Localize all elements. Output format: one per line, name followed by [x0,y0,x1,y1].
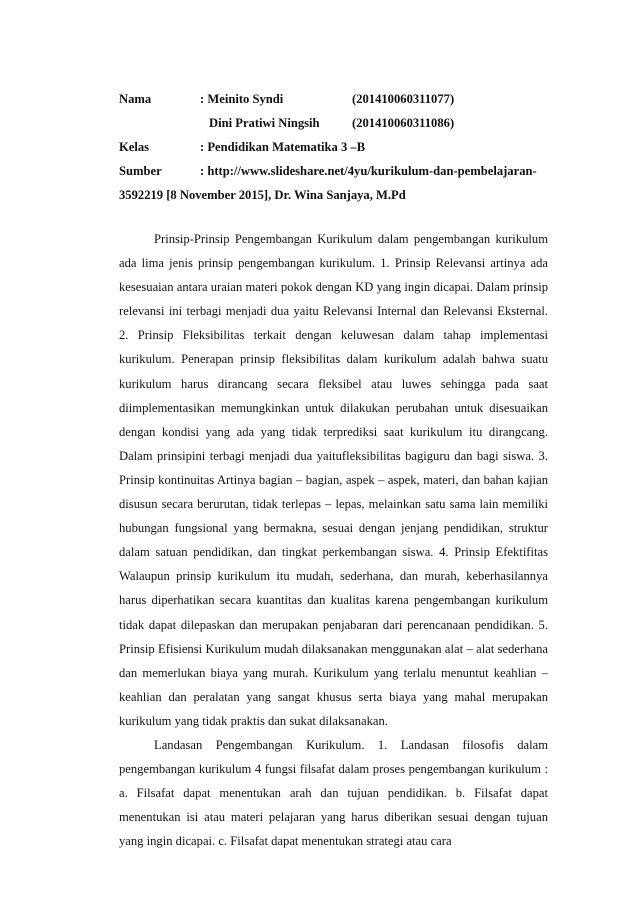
paragraph-landasan: Landasan Pengembangan Kurikulum. 1. Landasan filosofis dalam pengembangan kurikulum 4 fungsi filsafat dalam proses pengembangan kurikulum : a. Filsafat dapat menentukan arah dan tujuan pendidikan. b. Filsafat dapat menentukan isi atau materi pelajaran yang harus diberikan sesuai dengan tujuan yang ingin dicapai. c. Filsafat dapat menentukan strategi atau cara [119,737,548,849]
nama-label: Nama [119,92,152,106]
nama-nim: (201410060311077) [352,92,455,106]
body-text [119,227,548,853]
sumber-value: : http://www.slideshare.net/4yu/kurikulum-dan-pembelajaran- [200,164,537,178]
nama-value: : Meinito Syndi [200,92,284,106]
nama2-value: Dini Pratiwi Ningsih [209,116,320,130]
sumber-label: Sumber [119,164,162,178]
paragraph-prinsip: Prinsip-Prinsip Pengembangan Kurikulum dalam pengembangan kurikulum ada lima jenis prinsip pengembangan kurikulum. 1. Prinsip Relevansi artinya ada kesesuaian antara uraian materi pokok dengan KD yang ingin dicapai. Dalam prinsip relevansi ini terbagi menjadi dua yaitu Relevansi Internal dan Relevansi Eksternal. 2. Prinsip Fleksibilitas terkait dengan keluwesan dalam tahap implementasi kurikulum. Penerapan prinsip fleksibilitas dalam kurikulum adalah bahwa suatu kurikulum harus dirancang secara fleksibel atau luwes sehingga pada saat diimplementasikan memungkinkan untuk dilakukan perubahan untuk disesuaikan dengan kondisi yang ada yang tidak terprediksi saat kurikulum itu dirangcang. Dalam prinsipini terbagi menjadi dua yaitufleksibilitas bagiguru dan bagi siswa. 3. Prinsip kontinuitas Artinya bagian – bagian, aspek – aspek, materi, dan bahan kajian disusun secara berurutan, tidak terlepas – lepas, melainkan satu sama lain memiliki hubungan fungsional yang bermakna, sesuai dengan jenjang pendidikan, struktur dalam satuan pendidikan, dan tingkat perkembangan siswa. 4. Prinsip Efektifitas Walaupun prinsip kurikulum itu mudah, sederhana, dan murah, keberhasilannya harus diperhatikan secara kuantitas dan kualitas karena pengembangan kurikulum tidak dapat dilepaskan dan merupakan penjabaran dari perencanaan pendidikan. 5. Prinsip Efisiensi Kurikulum mudah dilaksanakan menggunakan alat – alat sederhana dan memerlukan biaya yang murah. Kurikulum yang terlalu menuntut keahlian – keahlian dan peralatan yang sangat khusus serta biaya yang mahal merupakan kurikulum yang tidak praktis dan sukat dilaksanakan. [119,232,548,728]
nama2-nim: (201410060311086) [352,116,455,130]
sumber-continuation: 3592219 [8 November 2015], Dr. Wina Sanjaya, M.Pd [119,188,406,202]
kelas-label: Kelas [119,140,150,154]
kelas-value: : Pendidikan Matematika 3 –B [200,140,366,154]
